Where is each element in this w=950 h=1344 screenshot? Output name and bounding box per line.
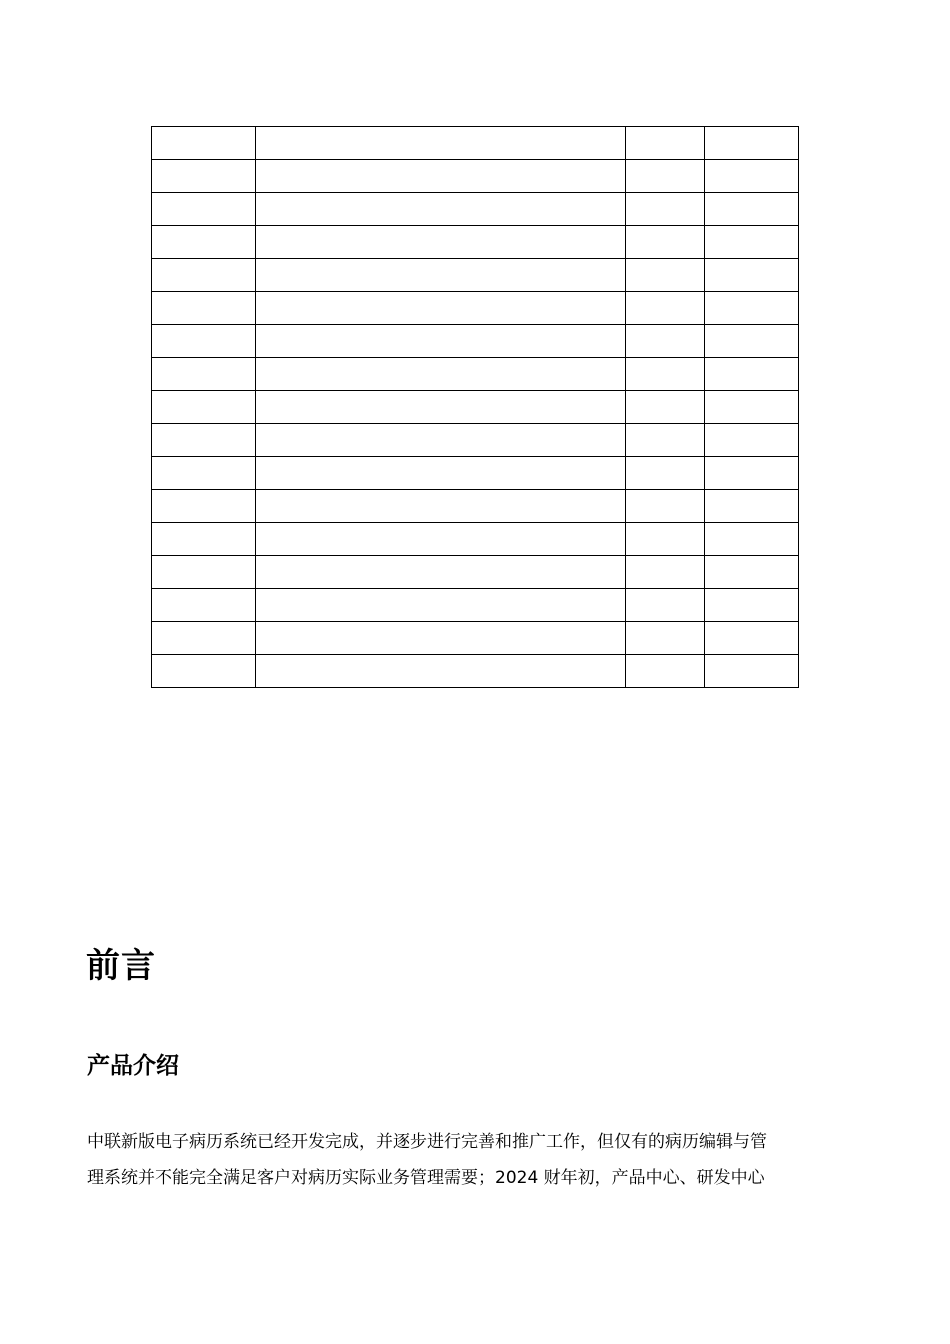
table-cell [256,457,626,490]
table-cell [256,193,626,226]
table-cell [704,226,798,259]
table-cell [625,160,704,193]
table-row [152,622,799,655]
table-cell [256,589,626,622]
table-cell [704,490,798,523]
table-cell [256,556,626,589]
paragraph-line: 理系统并不能完全满足客户对病历实际业务管理需要；2024 财年初，产品中心、研发中心 [87,1168,765,1188]
table-cell [704,160,798,193]
table-cell [625,325,704,358]
table-cell [152,358,256,391]
table-row [152,259,799,292]
table-cell [704,424,798,457]
table-cell [256,127,626,160]
table-cell [625,259,704,292]
table-row [152,490,799,523]
table-cell [152,490,256,523]
table-row [152,424,799,457]
table-cell [152,556,256,589]
product-intro-paragraph [87,1124,877,1196]
table-row [152,292,799,325]
table-cell [704,556,798,589]
table-cell [625,391,704,424]
table-cell [704,457,798,490]
table-cell [256,655,626,688]
table-cell [256,358,626,391]
table-row [152,160,799,193]
table-cell [256,622,626,655]
table-cell [152,160,256,193]
table-cell [704,193,798,226]
table-cell [625,589,704,622]
table-cell [704,292,798,325]
table-cell [625,127,704,160]
table-cell [152,259,256,292]
table-cell [625,622,704,655]
table-cell [625,457,704,490]
section-heading: 前言 [86,946,156,986]
table-cell [704,358,798,391]
table-cell [625,193,704,226]
product-intro-heading: 产品介绍 [87,1053,179,1079]
table-cell [625,292,704,325]
table-cell [625,358,704,391]
table-cell [704,127,798,160]
table-cell [704,259,798,292]
table-cell [256,523,626,556]
table-cell [625,490,704,523]
table-cell [704,655,798,688]
table-row [152,391,799,424]
table-cell [256,325,626,358]
table-cell [704,589,798,622]
table-row [152,556,799,589]
table-row [152,358,799,391]
table-cell [256,160,626,193]
table-cell [704,622,798,655]
table-cell [704,325,798,358]
table-row [152,193,799,226]
table-cell [152,226,256,259]
table-cell [152,292,256,325]
table-row [152,655,799,688]
table-cell [256,391,626,424]
table-cell [704,523,798,556]
table-row [152,589,799,622]
paragraph-line: 中联新版电子病历系统已经开发完成，并逐步进行完善和推广工作，但仅有的病历编辑与管 [87,1132,767,1152]
table-row [152,226,799,259]
table-row [152,457,799,490]
table-cell [152,325,256,358]
table-cell [152,391,256,424]
table-row [152,127,799,160]
table-cell [625,424,704,457]
table-cell [625,556,704,589]
table-cell [152,127,256,160]
table-cell [256,259,626,292]
table-cell [625,655,704,688]
table-cell [152,589,256,622]
table-cell [152,523,256,556]
table-cell [152,622,256,655]
table-cell [256,226,626,259]
table-cell [625,226,704,259]
revision-history-table [151,126,799,688]
table-cell [256,490,626,523]
table-cell [152,655,256,688]
table-row [152,523,799,556]
table-cell [256,424,626,457]
table-cell [625,523,704,556]
table-row [152,325,799,358]
table-cell [704,391,798,424]
table-cell [256,292,626,325]
table-cell [152,424,256,457]
table-cell [152,193,256,226]
table-cell [152,457,256,490]
table-body [152,127,799,688]
